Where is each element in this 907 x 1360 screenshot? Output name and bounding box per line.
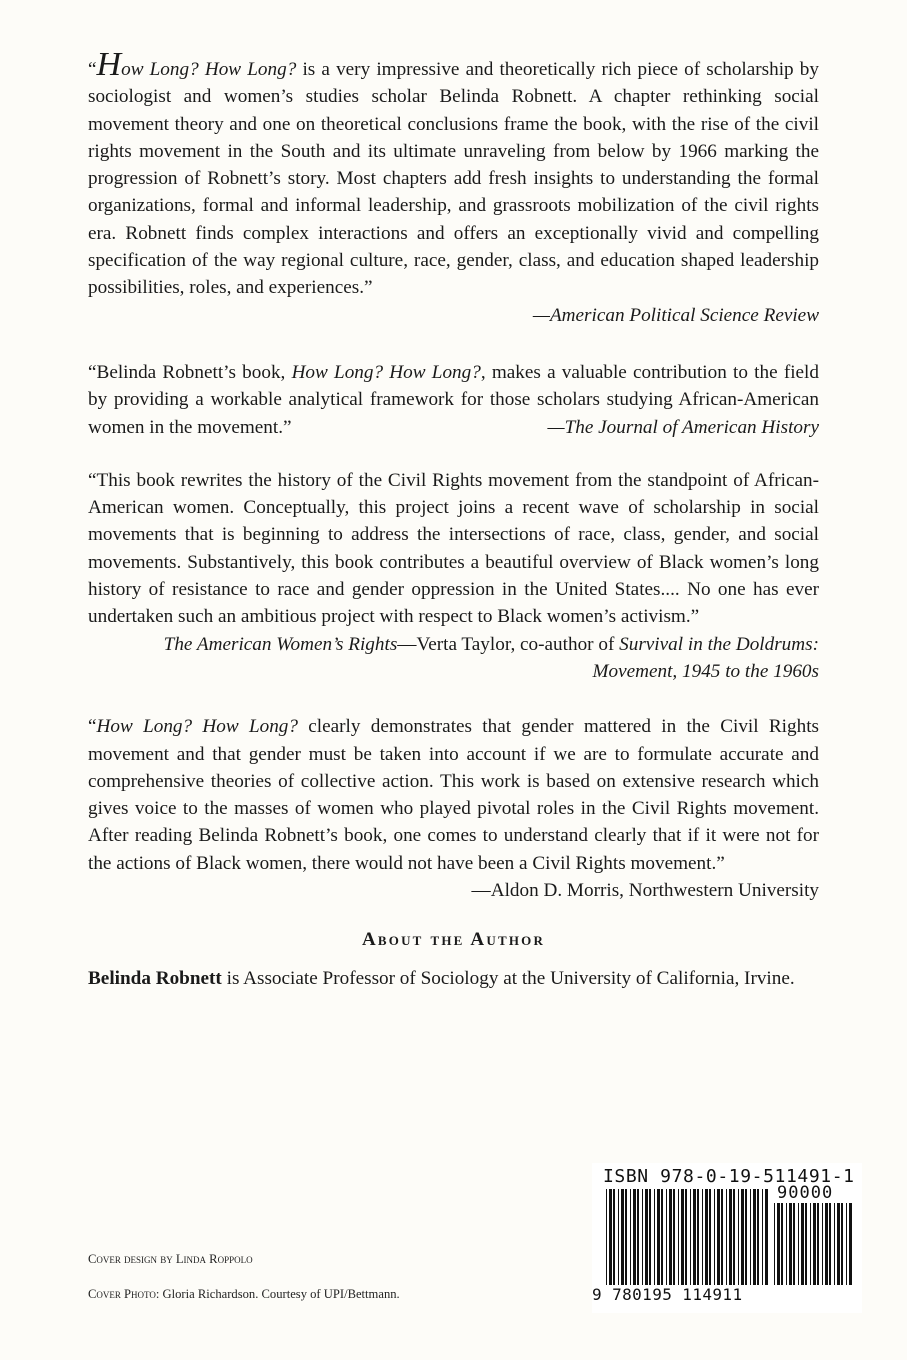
barcode-bar [690, 1189, 691, 1285]
barcode-bar [789, 1203, 792, 1285]
barcode-bar [825, 1203, 828, 1285]
quote-3-attribution-title-2: The American Women’s Rights Movement, 1945 to the 1960s [163, 633, 819, 682]
barcode-bar [822, 1203, 823, 1285]
barcode-bar [709, 1189, 711, 1285]
back-cover-text [88, 46, 819, 1012]
quote-4-attribution: —Aldon D. Morris, Northwestern University [471, 880, 819, 902]
barcode-bar [793, 1203, 795, 1285]
barcode-bar [786, 1203, 787, 1285]
price-barcode-bars [774, 1203, 852, 1287]
barcode-bar [645, 1189, 648, 1285]
barcode-bar [666, 1189, 667, 1285]
barcode-bar [657, 1189, 660, 1285]
quote-2 [88, 359, 819, 441]
barcode-bar [633, 1189, 636, 1285]
barcode-bar [721, 1189, 723, 1285]
author-name: Belinda Robnett [88, 968, 222, 990]
barcode-bar [805, 1203, 807, 1285]
barcode-bar [669, 1189, 672, 1285]
author-bio: is Associate Professor of Sociology at the University of California, Irvine. [221, 968, 795, 990]
barcode-bar [714, 1189, 715, 1285]
quote-2-title: How Long? How Long? [291, 361, 481, 383]
quote-1-body: is a very impressive and theoretically rich piece of scholarship by sociologist and women’s studies scholar Belinda Robnett. A chapter rethinking social movement theory and one on theoretical conclusions frame the book, with the rise of the civil rights movement in the South and its ultimate unraveling from below by 1966 marking the progression of Robnett’s story. Most chapters add fresh insights to understanding the formal organizations, formal and informal leadership, and grassroots mobilization of the civil rights era. Robnett finds complex interactions and offers an exceptionally vivid and compelling specification of the way regional culture, race, gender, class, and education shaped leadership possibilities, roles, and experiences.” [88, 59, 819, 299]
barcode-bar [649, 1189, 651, 1285]
barcode-bar [705, 1189, 708, 1285]
barcode-bar [726, 1189, 727, 1285]
barcode-bar [693, 1189, 696, 1285]
barcode-bar [609, 1189, 612, 1285]
barcode-bar [834, 1203, 835, 1285]
barcode-bar [817, 1203, 819, 1285]
barcode-bar [729, 1189, 732, 1285]
ean-barcode-bars [606, 1189, 771, 1287]
quote-3-attribution-title-1: Survival in the Doldrums: [619, 633, 819, 655]
barcode-bar [738, 1189, 739, 1285]
quote-2-lead: “Belinda Robnett’s book, [88, 361, 292, 383]
barcode-bar [846, 1203, 847, 1285]
barcode-bar [781, 1203, 783, 1285]
quote-3 [88, 467, 819, 655]
barcode-bar [765, 1189, 768, 1285]
barcode-bar [630, 1189, 631, 1285]
barcode-bar [810, 1203, 811, 1285]
cover-photo-credit [88, 1287, 400, 1302]
quote-1: “How Long? How Long? is a very impressive and theoretically rich piece of scholarship by sociologist and women’s studies scholar Belinda Robnett. A chapter rethinking social movement theory and one on theoretical conclusions frame the book, with the rise of the civil rights movement in the South and its ultimate unraveling from below by 1966 marking the progression of Robnett’s story. Most chapters add fresh insights to understanding the formal organizations, formal and informal leadership, and grassroots mobilization of the civil rights era. Robnett finds complex interactions and offers an exceptionally vivid and compelling specification of the way regional culture, race, gender, class, and education shaped leadership possibilities, roles, and experiences.” [88, 46, 819, 299]
cover-design-credit: Cover design by Linda Roppolo [88, 1252, 253, 1266]
barcode-bar [685, 1189, 687, 1285]
barcode-bar [733, 1189, 735, 1285]
quote-1-dropcap: H [96, 46, 122, 83]
barcode-bar [750, 1189, 751, 1285]
quote-4 [88, 713, 819, 902]
barcode-bar [637, 1189, 639, 1285]
price-code: 90000 [777, 1183, 834, 1203]
barcode-bar [801, 1203, 804, 1285]
barcode-bar [762, 1189, 763, 1285]
barcode-bar [697, 1189, 699, 1285]
barcode-bar [777, 1203, 780, 1285]
barcode-bar [741, 1189, 744, 1285]
barcode-bar [813, 1203, 816, 1285]
barcode-bar [837, 1203, 840, 1285]
barcode-bar [829, 1203, 831, 1285]
ean-digits: 9 780195 114911 [592, 1285, 743, 1304]
about-author-text [88, 965, 819, 992]
barcode-bar [841, 1203, 843, 1285]
barcode-bar [642, 1189, 643, 1285]
barcode-bar [717, 1189, 720, 1285]
barcode-bar [621, 1189, 624, 1285]
barcode-bar [673, 1189, 675, 1285]
barcode-bar [654, 1189, 655, 1285]
quote-4-title: How Long? How Long? [96, 716, 298, 738]
quote-3-attribution-lead: —Verta Taylor, co-author of [397, 633, 620, 655]
isbn-number: ISBN 978-0-19-511491-1 [603, 1166, 855, 1187]
barcode-bar [757, 1189, 759, 1285]
barcode-bar [661, 1189, 663, 1285]
quote-1-attribution: —American Political Science Review [532, 304, 819, 326]
barcode-bar [606, 1189, 607, 1285]
quote-4-body: clearly demonstrates that gender mattered in the Civil Rights movement and that gender must be taken into account if we are to formulate accurate and comprehensive theories of collective action. This work is based on extensive research which gives voice to the masses of women who played pivotal roles in the Civil Rights movement. After reading Belinda Robnett’s book, one comes to understand clearly that if it were not for the actions of Black women, there would not have been a Civil Rights movement.” [88, 716, 819, 874]
barcode-bar [849, 1203, 852, 1285]
about-author-heading: About the Author [361, 929, 546, 951]
quote-2-body: , makes a valuable contribution to the field by providing a workable analytical framework for those scholars studying African-American women in the movement.” [88, 361, 819, 438]
quote-4-lead: “ [88, 716, 97, 738]
barcode-bar [681, 1189, 684, 1285]
barcode-bar [618, 1189, 619, 1285]
barcode-bar [798, 1203, 799, 1285]
quote-1-title: ow Long? How Long? [121, 59, 297, 80]
barcode-bar [702, 1189, 703, 1285]
credits [88, 1252, 400, 1322]
cover-photo-text: Gloria Richardson. Courtesy of UPI/Bettmann. [159, 1287, 400, 1301]
barcode-bar [753, 1189, 756, 1285]
barcode-bar [625, 1189, 627, 1285]
quote-2-attribution: —The Journal of American History [547, 416, 819, 438]
cover-photo-label: Cover Photo: [88, 1287, 160, 1301]
barcode-bar [745, 1189, 747, 1285]
barcode-bar [678, 1189, 679, 1285]
barcode-bar [774, 1203, 775, 1285]
isbn-barcode [592, 1163, 862, 1313]
barcode-bar [613, 1189, 615, 1285]
quote-3-body: “This book rewrites the history of the Civil Rights movement from the standpoint of African-American women. Conceptually, this project joins a recent wave of scholarship in social movements that is beginning to address the intersections of race, class, gender, and social movements. Substantively, this book contributes a beautiful overview of Black women’s long history of resistance to race and gender oppression in the United States.... No one has ever undertaken such an ambitious project with respect to Black women’s activism.” [88, 469, 819, 628]
